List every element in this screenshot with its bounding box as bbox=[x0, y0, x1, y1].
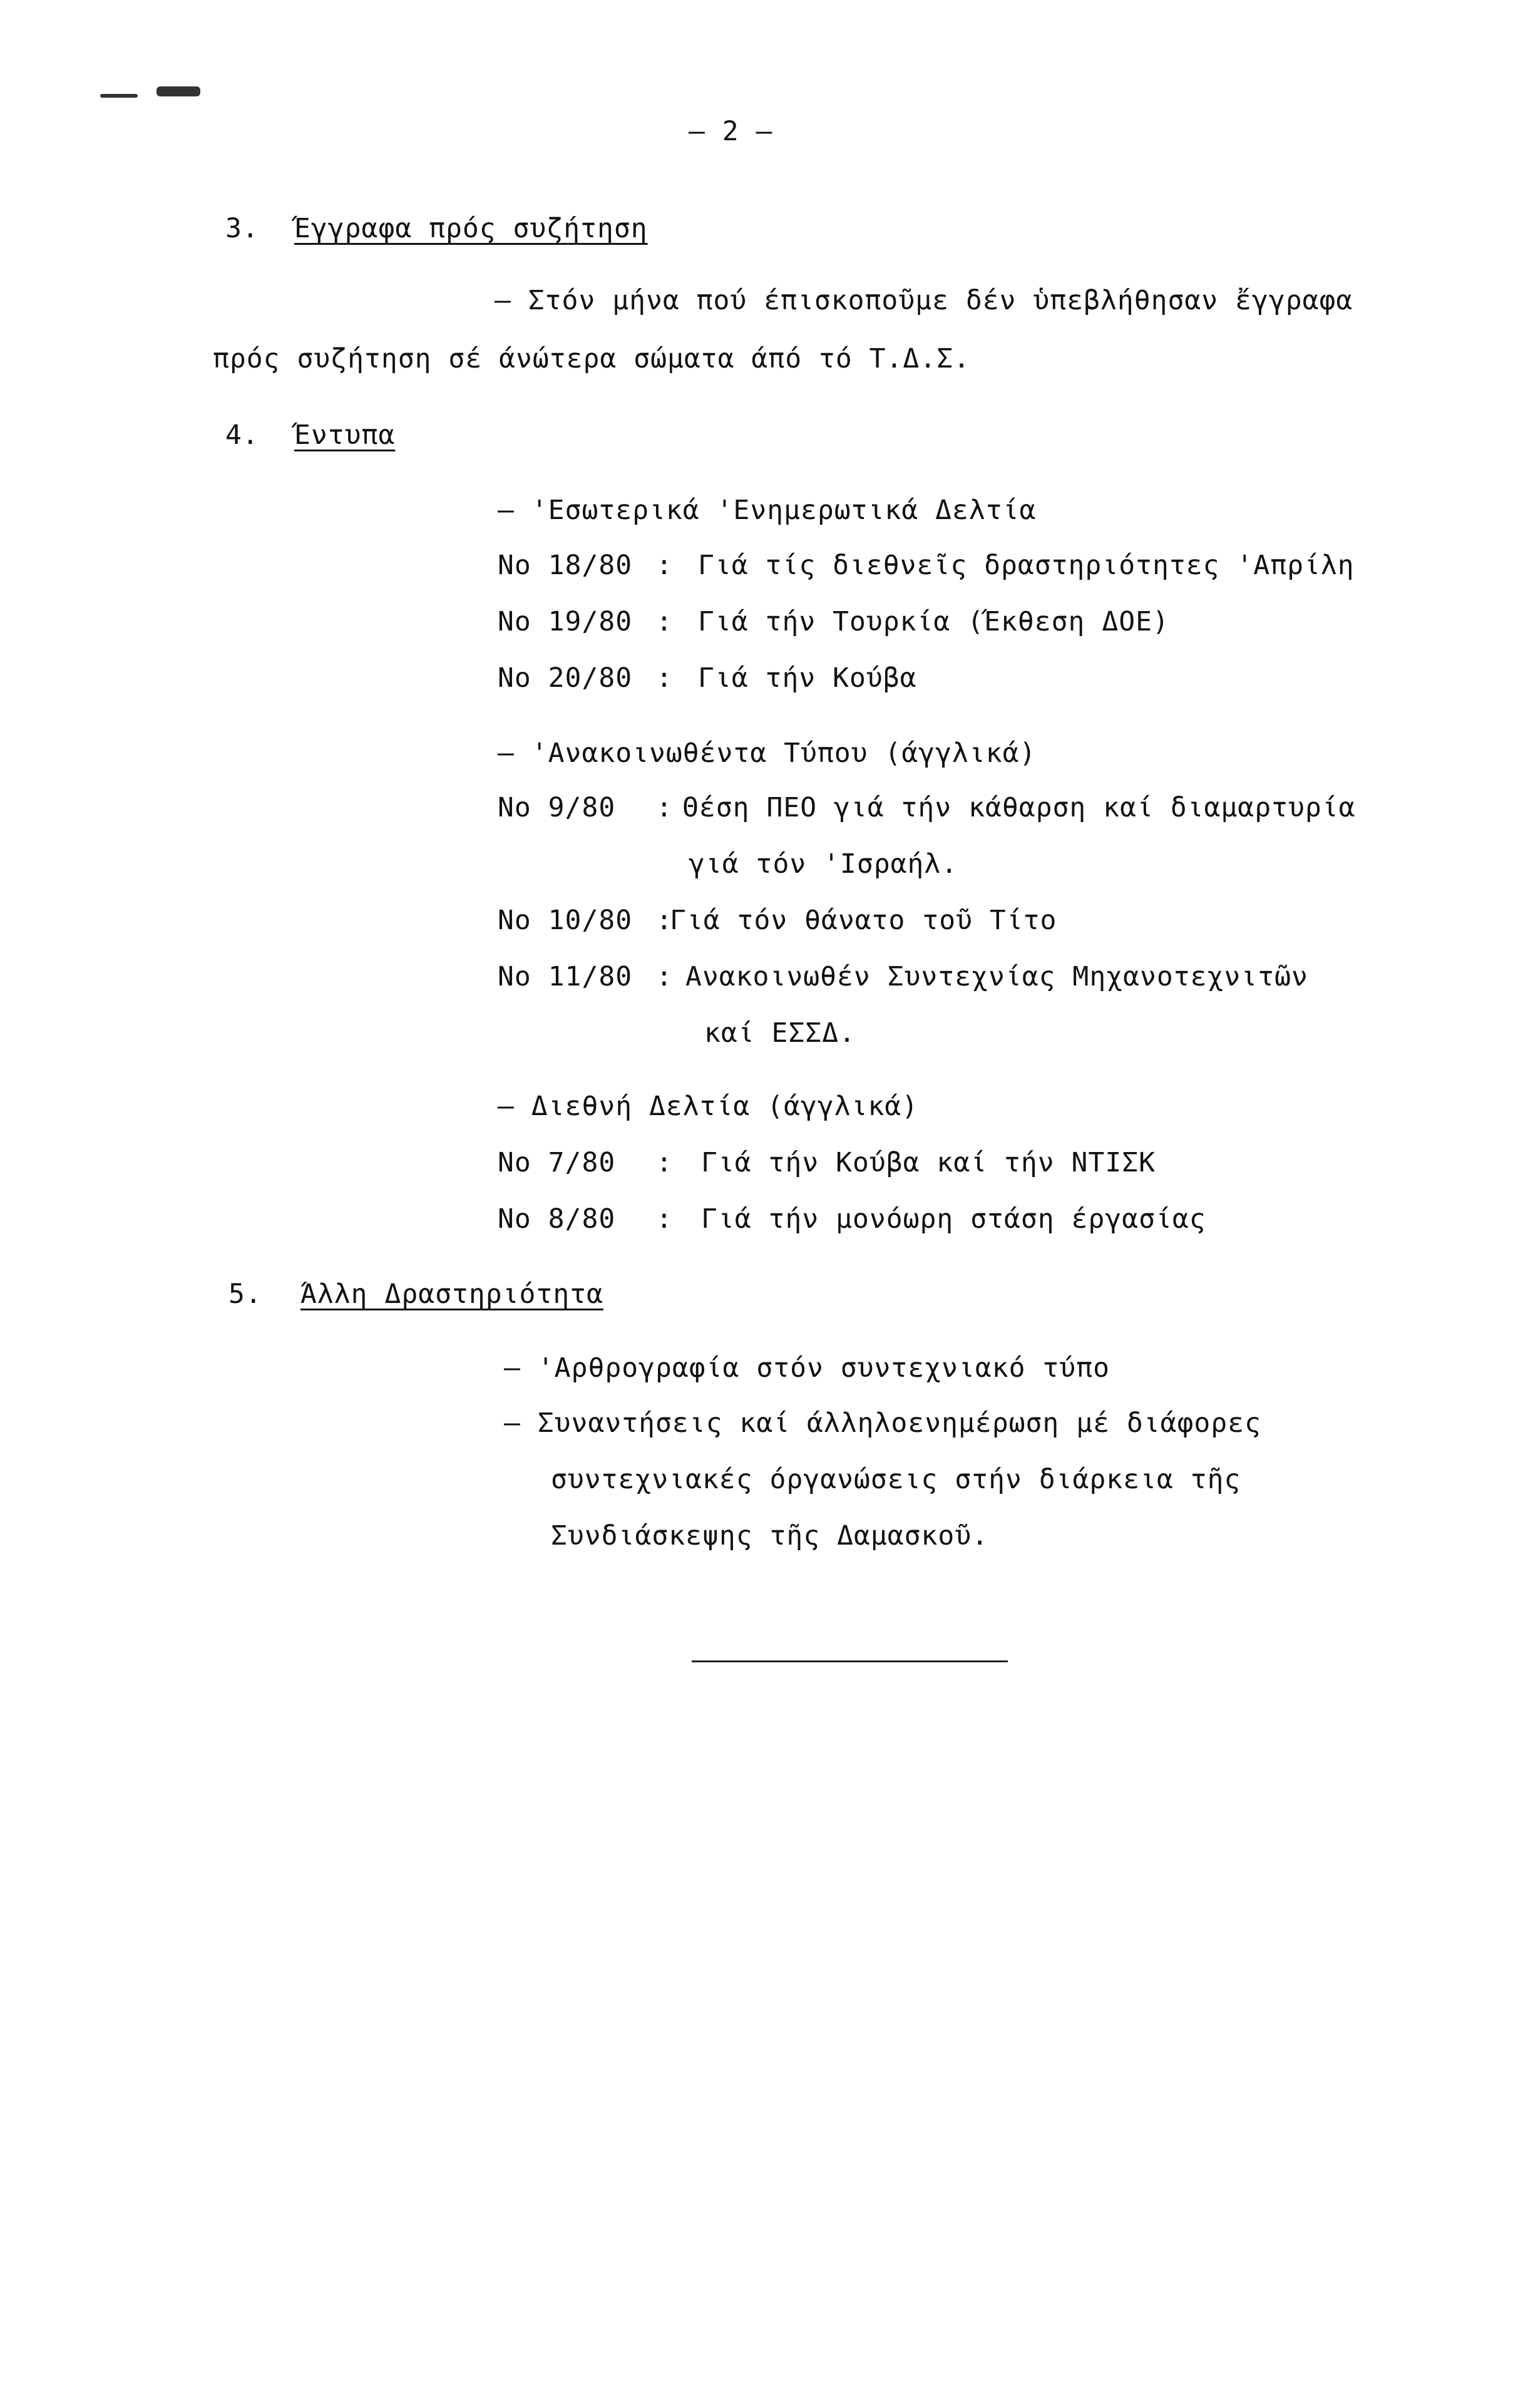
section-5-title: Άλλη Δραστηριότητα bbox=[300, 1279, 603, 1310]
list-item-text: Γιά τόν θάνατο τοῦ Τίτο bbox=[670, 905, 1057, 936]
list-item-text: Γιά τήν Τουρκία (Έκθεση ΔΟΕ) bbox=[698, 606, 1169, 637]
section-3-line-2: πρός συζήτηση σέ άνώτερα σώματα άπό τό Τ.Δ.Σ. bbox=[213, 343, 970, 374]
section-5-bullet-2: – Συναντήσεις καί άλληλοενημέρωση μέ διάφορες bbox=[504, 1407, 1261, 1439]
section-3-line-1: – Στόν μήνα πού έπισκοποῦμε δέν ὑπεβλήθησαν ἔγγραφα bbox=[495, 285, 1353, 316]
scan-mark bbox=[156, 86, 200, 96]
section-4-title: Έντυπα bbox=[294, 419, 396, 451]
scan-mark bbox=[100, 94, 138, 98]
list-item-no: Νο 8/80 bbox=[498, 1203, 616, 1235]
list-item-sep: : bbox=[656, 1147, 673, 1178]
list-item-sep: : bbox=[656, 662, 673, 694]
list-item-no: Νο 7/80 bbox=[498, 1147, 616, 1178]
list-item-text: Γιά τήν Κούβα bbox=[698, 662, 917, 694]
group-2-heading: – 'Ανακοινωθέντα Τύπου (άγγλικά) bbox=[498, 738, 1037, 769]
section-5-bullet-1: – 'Αρθρογραφία στόν συντεχνιακό τύπο bbox=[504, 1352, 1110, 1384]
list-item-no: Νο 20/80 bbox=[498, 662, 633, 694]
page-number: – 2 – bbox=[689, 116, 773, 147]
list-item-no: Νο 9/80 bbox=[498, 792, 616, 823]
list-item-sep: : bbox=[656, 550, 673, 581]
section-3-title: Έγγραφα πρός συζήτηση bbox=[294, 213, 648, 244]
section-5-number: 5. bbox=[228, 1279, 262, 1310]
list-item-sep: : bbox=[656, 606, 673, 637]
list-item-continuation: γιά τόν 'Ισραήλ. bbox=[689, 848, 958, 880]
list-item-text: Γιά τήν μονόωρη στάση έργασίας bbox=[701, 1203, 1206, 1235]
list-item-no: Νο 18/80 bbox=[498, 550, 633, 581]
group-3-heading: – Διεθνή Δελτία (άγγλικά) bbox=[498, 1091, 919, 1122]
list-item-sep: : bbox=[656, 1203, 673, 1235]
list-item-text: Γιά τήν Κούβα καί τήν ΝΤΙΣΚ bbox=[701, 1147, 1156, 1178]
list-item-text: Ανακοινωθέν Συντεχνίας Μηχανοτεχνιτῶν bbox=[685, 961, 1308, 992]
list-item-text: Γιά τίς διεθνεῖς δραστηριότητες 'Απρίλη bbox=[698, 550, 1355, 581]
section-3-number: 3. bbox=[225, 213, 259, 244]
end-rule bbox=[692, 1660, 1008, 1662]
group-1-heading: – 'Εσωτερικά 'Ενημερωτικά Δελτία bbox=[498, 495, 1037, 526]
section-4-number: 4. bbox=[225, 419, 259, 451]
list-item-no: Νο 11/80 bbox=[498, 961, 633, 992]
list-item-sep: : bbox=[656, 905, 673, 936]
list-item-no: Νο 19/80 bbox=[498, 606, 633, 637]
section-5-bullet-2-cont: συντεχνιακές όργανώσεις στήν διάρκεια τῆς bbox=[551, 1464, 1241, 1495]
list-item-continuation: καί ΕΣΣΔ. bbox=[704, 1017, 856, 1049]
section-5-bullet-2-cont: Συνδιάσκεψης τῆς Δαμασκοῦ. bbox=[551, 1520, 989, 1551]
list-item-sep: : bbox=[656, 792, 673, 823]
list-item-sep: : bbox=[656, 961, 673, 992]
list-item-no: Νο 10/80 bbox=[498, 905, 633, 936]
list-item-text: Θέση ΠΕΟ γιά τήν κάθαρση καί διαμαρτυρία bbox=[682, 792, 1356, 823]
